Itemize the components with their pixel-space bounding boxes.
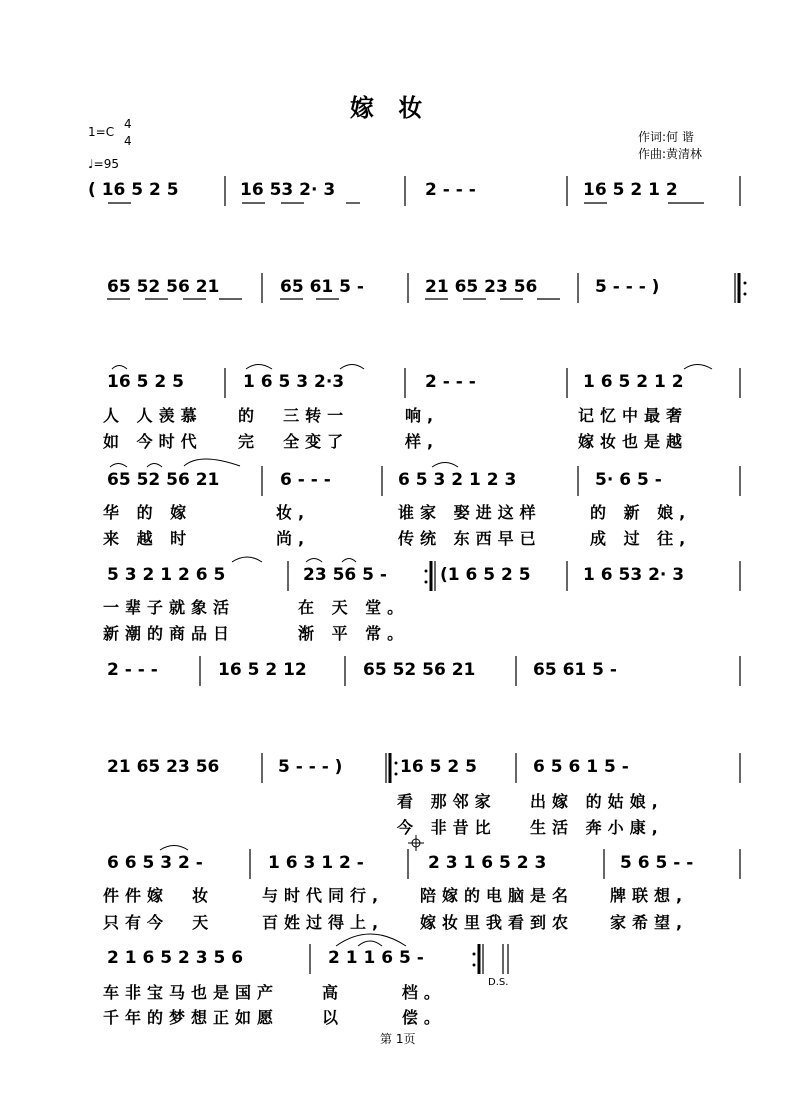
- measure: 16 5 2 1 2: [583, 180, 678, 200]
- lyric-segment: 陪嫁的电脑是名: [420, 886, 575, 905]
- lyric-segment: 生活 奔小康,: [530, 818, 664, 837]
- measure: 65 61 5 -: [280, 277, 364, 297]
- tempo-marking: ♩=95: [88, 157, 119, 171]
- measure: (1 6 5 2 5: [440, 565, 531, 585]
- lyric-segment: 车非宝马也是国产: [103, 983, 280, 1002]
- lyric-segment: 妆,: [276, 503, 311, 522]
- measure: 6 - - -: [280, 470, 331, 490]
- lyric-segment: 今 非昔比: [397, 818, 497, 837]
- measure: 2 3 1 6 5 2 3: [428, 853, 547, 873]
- beams: [107, 203, 704, 299]
- measure: 6 5 6 1 5 -: [533, 757, 629, 777]
- lyric-segment: 牌联想,: [610, 886, 689, 905]
- measure: 16 53 2· 3: [240, 180, 336, 200]
- lyric-segment: 看 那邻家: [397, 792, 497, 811]
- measure: 65 52 56 21: [107, 277, 220, 297]
- measure: 16 5 2 12: [218, 660, 307, 680]
- ds-marking: D.S.: [488, 977, 509, 988]
- lyric-segment: 如 今时代: [103, 432, 203, 451]
- measure: 2 - - -: [425, 180, 476, 200]
- measure: 5· 6 5 -: [595, 470, 662, 490]
- time-signature-top: 4: [124, 117, 132, 131]
- lyric-segment: 的 新 娘,: [590, 503, 692, 522]
- lyric-segment: 出嫁 的姑娘,: [530, 792, 664, 811]
- lyric-segment: 记忆中最奢: [578, 406, 689, 425]
- time-signature-bottom: 4: [124, 134, 132, 148]
- lyric-segment: 与时代同行,: [262, 886, 385, 905]
- bar-lines: [200, 176, 740, 974]
- measure: 65 52 56 21: [363, 660, 476, 680]
- key-signature: 1=C: [88, 125, 115, 139]
- lyric-segment: 完 全变了: [238, 432, 350, 451]
- measure: 21 65 23 56: [107, 757, 220, 777]
- lyric-segment: 件件嫁 妆: [103, 886, 215, 905]
- lyric-segment: 只有今 天: [103, 913, 215, 932]
- lyric-segment: 响,: [405, 406, 440, 425]
- lyric-segment: 一辈子就象活: [103, 598, 236, 617]
- lyric-segment: 高 档。: [322, 983, 446, 1002]
- measure: 1 6 3 1 2 -: [268, 853, 364, 873]
- quarter-note-icon: ♩: [88, 157, 94, 171]
- lyric-segment: 新潮的商品日: [103, 624, 236, 643]
- lyric-segment: 成 过 往,: [590, 529, 692, 548]
- lyric-segment: 的 三转一: [238, 406, 350, 425]
- page-number: 第 1页: [380, 1032, 416, 1046]
- measure: 1 6 5 2 1 2: [583, 372, 684, 392]
- measure: 16 5 2 5: [107, 372, 184, 392]
- lyric-segment: 人 人羡慕: [103, 406, 203, 425]
- lyric-segment: 百姓过得上,: [262, 913, 385, 932]
- lyric-segment: 传统 东西早已: [398, 529, 542, 548]
- composer-credit: 作曲:黄清林: [638, 147, 703, 161]
- measure: 65 61 5 -: [533, 660, 617, 680]
- lyric-segment: 嫁妆也是越: [578, 432, 689, 451]
- song-title: 嫁 妆: [350, 94, 431, 122]
- measure: 2 1 1 6 5 -: [328, 948, 424, 968]
- lyric-segment: 以 偿。: [322, 1008, 446, 1027]
- lyric-segment: 家希望,: [610, 913, 689, 932]
- coda-icon: [408, 835, 424, 851]
- measure: 5 - - - ): [595, 277, 660, 297]
- measure: 1 6 5 3 2·3: [243, 372, 345, 392]
- lyric-segment: 在 天 堂。: [298, 598, 410, 617]
- measure: 2 - - -: [425, 372, 476, 392]
- measure: 5 - - - ): [278, 757, 343, 777]
- lyric-segment: 华 的 嫁: [103, 503, 193, 522]
- measure: 5 6 5 - -: [620, 853, 694, 873]
- lyric-segment: 千年的梦想正如愿: [103, 1008, 280, 1027]
- slurs: [110, 365, 712, 947]
- measure: 2 1 6 5 2 3 5 6: [107, 948, 244, 968]
- lyric-segment: 尚,: [276, 529, 311, 548]
- measure: 6 5 3 2 1 2 3: [398, 470, 517, 490]
- measure: 21 65 23 56: [425, 277, 538, 297]
- repeat-signs: [386, 273, 747, 974]
- measure: 65 52 56 21: [107, 470, 220, 490]
- lyric-segment: 嫁妆里我看到农: [420, 913, 575, 932]
- lyric-segment: 谁家 娶进这样: [398, 503, 542, 522]
- measure: ( 16 5 2 5: [88, 180, 179, 200]
- measure: 16 5 2 5: [400, 757, 477, 777]
- lyric-segment: 来 越 时: [103, 529, 193, 548]
- measure: 2 - - -: [107, 660, 158, 680]
- measure: 23 56 5 -: [303, 565, 387, 585]
- measure: 1 6 53 2· 3: [583, 565, 685, 585]
- measure: 5 3 2 1 2 6 5: [107, 565, 226, 585]
- lyric-segment: 样,: [405, 432, 440, 451]
- lyricist-credit: 作词:何 谐: [638, 130, 694, 144]
- lyric-segment: 渐 平 常。: [298, 624, 410, 643]
- measure: 6 6 5 3 2 -: [107, 853, 203, 873]
